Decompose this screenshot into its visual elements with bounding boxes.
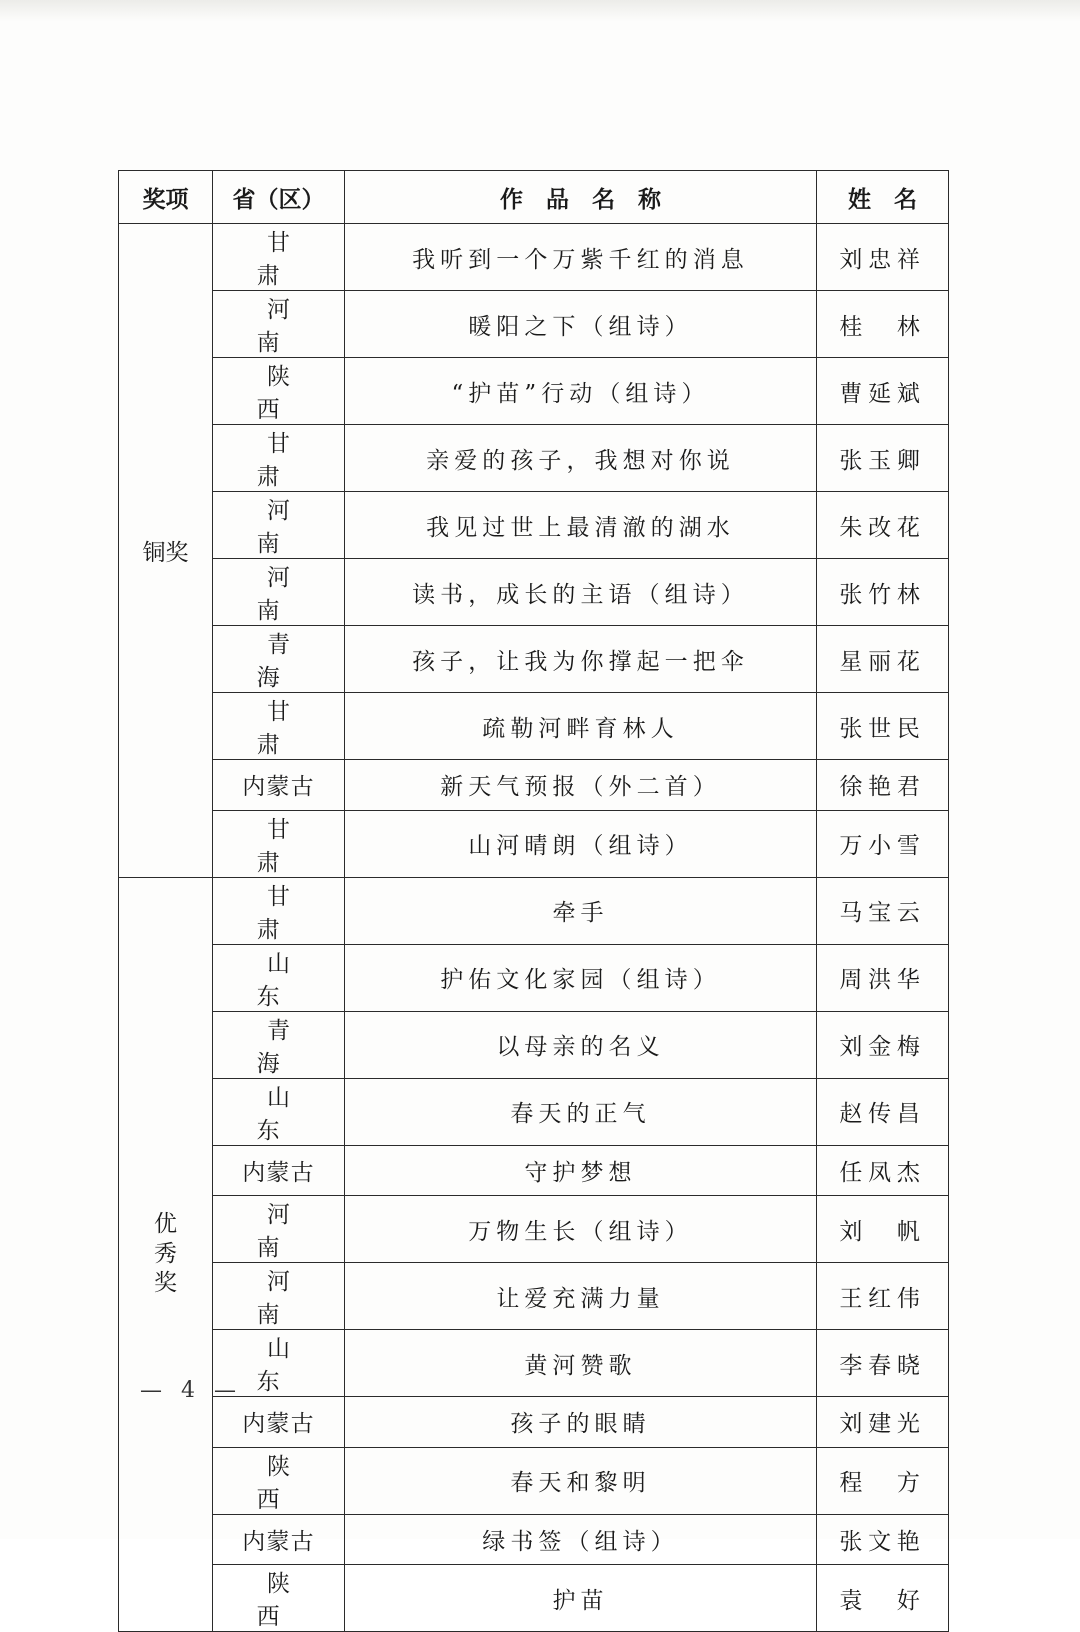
- table-row: [119, 425, 949, 492]
- work-title-cell: 读书，成长的主语（组诗）: [345, 559, 817, 626]
- author-name-cell: 程 方: [817, 1447, 949, 1514]
- author-name-cell: 赵传昌: [817, 1078, 949, 1145]
- table-row: [119, 358, 949, 425]
- table-row: [119, 1447, 949, 1514]
- author-name-cell: 刘忠祥: [817, 224, 949, 291]
- work-title-cell: 孩子的眼睛: [345, 1397, 817, 1448]
- province-cell: 内蒙古: [213, 1397, 345, 1448]
- author-name-cell: 朱改花: [817, 492, 949, 559]
- table-row: [119, 1011, 949, 1078]
- work-title-cell: “护苗”行动（组诗）: [345, 358, 817, 425]
- table-row: [119, 559, 949, 626]
- header-name: 姓 名: [817, 171, 949, 224]
- province-cell: 河 南: [213, 492, 345, 559]
- table-row: [119, 760, 949, 811]
- province-cell: 甘 肃: [213, 810, 345, 877]
- province-cell: 陕 西: [213, 1447, 345, 1514]
- province-cell: 青 海: [213, 626, 345, 693]
- table-row: [119, 1196, 949, 1263]
- author-name-cell: 任凤杰: [817, 1145, 949, 1196]
- work-title-cell: 牵手: [345, 877, 817, 944]
- province-cell: 内蒙古: [213, 1145, 345, 1196]
- author-name-cell: 张文艳: [817, 1514, 949, 1565]
- province-cell: 甘 肃: [213, 877, 345, 944]
- work-title-cell: 亲爱的孩子，我想对你说: [345, 425, 817, 492]
- table-row: [119, 224, 949, 291]
- table-row: [119, 1565, 949, 1632]
- province-cell: 山 东: [213, 1330, 345, 1397]
- author-name-cell: 曹延斌: [817, 358, 949, 425]
- author-name-cell: 徐艳君: [817, 760, 949, 811]
- author-name-cell: 袁 好: [817, 1565, 949, 1632]
- table-row: [119, 626, 949, 693]
- table-row: [119, 1078, 949, 1145]
- work-title-cell: 疏勒河畔育林人: [345, 693, 817, 760]
- table-row: [119, 810, 949, 877]
- province-cell: 陕 西: [213, 1565, 345, 1632]
- province-cell: 甘 肃: [213, 224, 345, 291]
- award-label: 优秀奖: [154, 1210, 177, 1297]
- author-name-cell: 张玉卿: [817, 425, 949, 492]
- author-name-cell: 张竹林: [817, 559, 949, 626]
- table-row: [119, 1397, 949, 1448]
- table-row: [119, 1145, 949, 1196]
- work-title-cell: 我听到一个万紫千红的消息: [345, 224, 817, 291]
- table-row: [119, 492, 949, 559]
- table-row: [119, 1263, 949, 1330]
- table-row: [119, 1514, 949, 1565]
- table-body: [119, 224, 949, 1632]
- table-row: [119, 877, 949, 944]
- work-title-cell: 孩子，让我为你撑起一把伞: [345, 626, 817, 693]
- author-name-cell: 王红伟: [817, 1263, 949, 1330]
- award-label: 铜奖: [142, 539, 189, 566]
- province-cell: 内蒙古: [213, 760, 345, 811]
- work-title-cell: 新天气预报（外二首）: [345, 760, 817, 811]
- work-title-cell: 护佑文化家园（组诗）: [345, 944, 817, 1011]
- award-cell: [119, 877, 213, 1632]
- work-title-cell: 以母亲的名义: [345, 1011, 817, 1078]
- table-row: [119, 693, 949, 760]
- scan-top-edge: [0, 0, 1080, 22]
- province-cell: 河 南: [213, 1196, 345, 1263]
- page-number: — 4 —: [140, 1378, 242, 1403]
- work-title-cell: 春天的正气: [345, 1078, 817, 1145]
- author-name-cell: 刘建光: [817, 1397, 949, 1448]
- work-title-cell: 黄河赞歌: [345, 1330, 817, 1397]
- work-title-cell: 绿书签（组诗）: [345, 1514, 817, 1565]
- author-name-cell: 李春晓: [817, 1330, 949, 1397]
- author-name-cell: 马宝云: [817, 877, 949, 944]
- province-cell: 河 南: [213, 291, 345, 358]
- author-name-cell: 星丽花: [817, 626, 949, 693]
- work-title-cell: 山河晴朗（组诗）: [345, 810, 817, 877]
- author-name-cell: 刘 帆: [817, 1196, 949, 1263]
- award-cell: [119, 224, 213, 878]
- author-name-cell: 刘金梅: [817, 1011, 949, 1078]
- header-work-title: 作 品 名 称: [345, 171, 817, 224]
- table-row: [119, 291, 949, 358]
- table-row: [119, 1330, 949, 1397]
- province-cell: 陕 西: [213, 358, 345, 425]
- province-cell: 青 海: [213, 1011, 345, 1078]
- table-header-row: [119, 171, 949, 224]
- province-cell: 甘 肃: [213, 425, 345, 492]
- province-cell: 山 东: [213, 1078, 345, 1145]
- province-cell: 山 东: [213, 944, 345, 1011]
- header-province: 省（区）: [213, 171, 345, 224]
- author-name-cell: 张世民: [817, 693, 949, 760]
- table-row: [119, 944, 949, 1011]
- province-cell: 河 南: [213, 559, 345, 626]
- author-name-cell: 万小雪: [817, 810, 949, 877]
- work-title-cell: 护苗: [345, 1565, 817, 1632]
- province-cell: 内蒙古: [213, 1514, 345, 1565]
- work-title-cell: 我见过世上最清澈的湖水: [345, 492, 817, 559]
- awards-table: [118, 170, 949, 1632]
- work-title-cell: 春天和黎明: [345, 1447, 817, 1514]
- author-name-cell: 周洪华: [817, 944, 949, 1011]
- work-title-cell: 暖阳之下（组诗）: [345, 291, 817, 358]
- province-cell: 甘 肃: [213, 693, 345, 760]
- work-title-cell: 守护梦想: [345, 1145, 817, 1196]
- work-title-cell: 万物生长（组诗）: [345, 1196, 817, 1263]
- author-name-cell: 桂 林: [817, 291, 949, 358]
- province-cell: 河 南: [213, 1263, 345, 1330]
- header-award: 奖项: [119, 171, 213, 224]
- work-title-cell: 让爱充满力量: [345, 1263, 817, 1330]
